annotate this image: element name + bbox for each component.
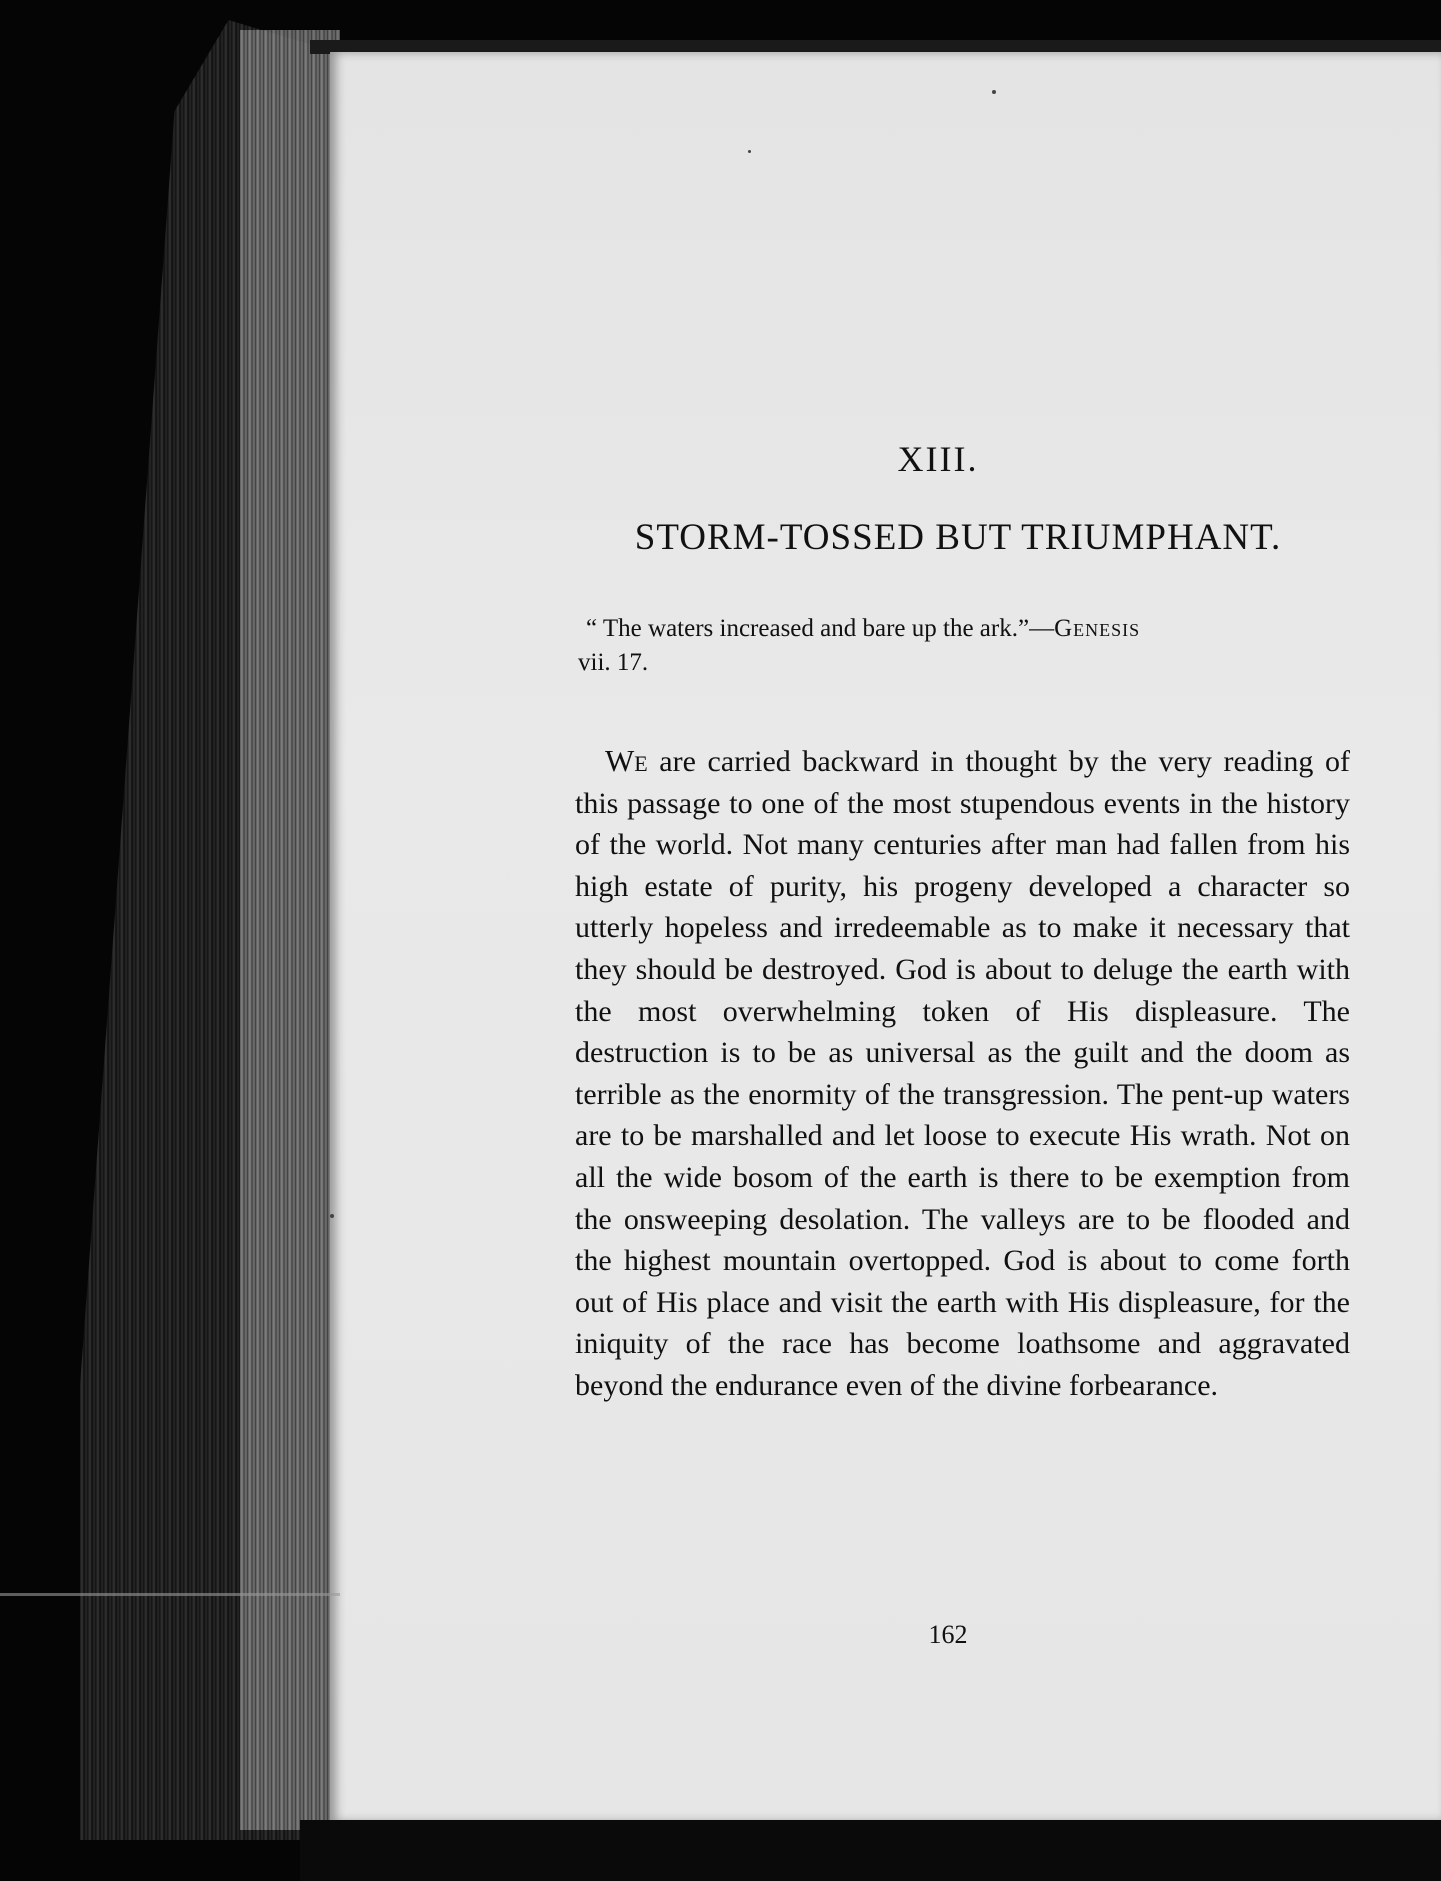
chapter-number: XIII. — [897, 439, 979, 479]
bottom-shadow — [300, 1820, 1441, 1881]
body-paragraph — [575, 740, 1350, 1407]
epigraph-source: Genesis — [1054, 615, 1141, 642]
paragraph-lead-word: We — [605, 743, 648, 778]
book-page-edges-highlight — [240, 30, 340, 1830]
epigraph — [578, 612, 1348, 680]
scan-speck — [330, 1214, 334, 1218]
chapter-title: STORM-TOSSED BUT TRIUMPHANT. — [634, 517, 1282, 558]
epigraph-reference: vii. 17. — [578, 649, 649, 676]
paragraph-text: are carried backward in thought by the very reading of this passage to one of the most stupendous events in the history of the world. Not many centuries after man had fallen from his high estate of purity, his progeny developed a character so utterly hopeless and irredeemable as to make it necessary that they should be destroyed. God is about to deluge the earth with the most overwhelming token of His displeasure. The destruction is to be as universal as the guilt and the doom as terrible as the enormity of the transgression. The pent-up waters are to be marshalled and let loose to execute His wrath. Not on all the wide bosom of the earth is there to be exemption from the onsweeping desolation. The valleys are to be flooded and the highest mountain overtopped. God is about to come forth out of His place and visit the earth with His displeasure, for the iniquity of the race has become loathsome and aggravated beyond the endurance even of the divine forbearance. — [575, 745, 1350, 1402]
book-page — [330, 52, 1441, 1822]
page-number: 162 — [928, 1620, 968, 1649]
scan-speck — [992, 90, 996, 94]
scan-speck — [748, 150, 751, 153]
scan-artifact-line — [0, 1593, 340, 1596]
epigraph-quote: “ The waters increased and bare up the ark.”— — [586, 615, 1055, 642]
